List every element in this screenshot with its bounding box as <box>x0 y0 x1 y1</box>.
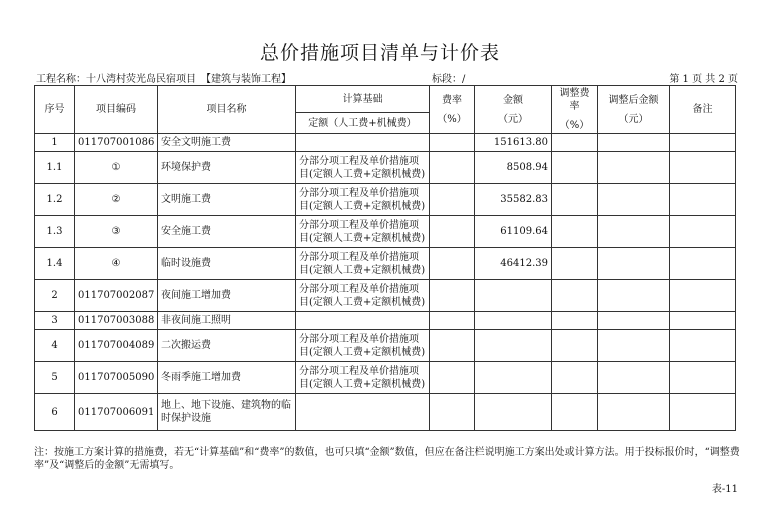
cell-adj-rate <box>552 362 598 394</box>
cell-code: 011707005090 <box>75 362 158 394</box>
cell-code: ③ <box>75 216 158 248</box>
table-row <box>35 330 736 362</box>
cell-basis <box>296 134 430 152</box>
header-rate-unit: （%） <box>437 113 467 125</box>
cell-name: 二次搬运费 <box>158 330 296 362</box>
header-amount-label: 金额 <box>503 94 523 106</box>
cell-adj-rate <box>552 312 598 330</box>
cell-code: ① <box>75 152 158 184</box>
page-title: 总价措施项目清单与计价表 <box>259 42 500 64</box>
cell-seq: 1.3 <box>35 216 75 248</box>
header-adj-rate <box>552 86 598 134</box>
cell-remark <box>670 184 736 216</box>
cell-seq: 4 <box>35 330 75 362</box>
cell-name: 文明施工费 <box>158 184 296 216</box>
cell-adj-amount <box>598 184 670 216</box>
header-rate-label: 费率 <box>442 94 462 106</box>
cell-amount: 46412.39 <box>475 248 552 280</box>
cell-amount: 8508.94 <box>475 152 552 184</box>
cell-rate <box>430 280 475 312</box>
header-remark: 备注 <box>670 86 736 134</box>
cell-name: 夜间施工增加费 <box>158 280 296 312</box>
cell-rate <box>430 248 475 280</box>
cell-remark <box>670 216 736 248</box>
cell-adj-rate <box>552 134 598 152</box>
page-indicator: 第 1 页 共 2 页 <box>669 74 738 85</box>
cell-adj-rate <box>552 248 598 280</box>
cell-adj-rate <box>552 216 598 248</box>
cell-amount <box>475 312 552 330</box>
cell-rate <box>430 330 475 362</box>
cell-code: 011707006091 <box>75 394 158 431</box>
table-row <box>35 216 736 248</box>
cell-remark <box>670 394 736 431</box>
cell-code: 011707002087 <box>75 280 158 312</box>
cell-rate <box>430 134 475 152</box>
cell-adj-amount <box>598 312 670 330</box>
cell-amount <box>475 362 552 394</box>
header-adj-amount-unit: （元） <box>618 113 649 125</box>
cell-adj-rate <box>552 280 598 312</box>
cell-name: 临时设施费 <box>158 248 296 280</box>
cell-basis: 分部分项工程及单价措施项目(定额人工费+定额机械费) <box>296 184 430 216</box>
cell-code: 011707004089 <box>75 330 158 362</box>
header-seq: 序号 <box>35 86 75 134</box>
cell-seq: 2 <box>35 280 75 312</box>
cell-remark <box>670 312 736 330</box>
cell-remark <box>670 362 736 394</box>
cell-seq: 5 <box>35 362 75 394</box>
cell-basis: 分部分项工程及单价措施项目(定额人工费+定额机械费) <box>296 152 430 184</box>
cell-name: 地上、地下设施、建筑物的临时保护设施 <box>158 394 296 431</box>
cell-remark <box>670 134 736 152</box>
table-row <box>35 394 736 431</box>
header-adj-amount-label: 调整后金额 <box>608 94 659 106</box>
cell-adj-rate <box>552 394 598 431</box>
header-adj-rate-label: 调整费率 <box>559 88 590 112</box>
cell-seq: 6 <box>35 394 75 431</box>
cell-amount <box>475 330 552 362</box>
cell-rate <box>430 362 475 394</box>
project-name: 工程名称：十八湾村荧光岛民宿项目 【建筑与装饰工程】 <box>36 74 291 85</box>
cell-basis: 分部分项工程及单价措施项目(定额人工费+定额机械费) <box>296 248 430 280</box>
cell-code: ② <box>75 184 158 216</box>
cell-remark <box>670 280 736 312</box>
table-row <box>35 152 736 184</box>
cell-amount: 61109.64 <box>475 216 552 248</box>
cell-adj-amount <box>598 152 670 184</box>
cell-adj-rate <box>552 330 598 362</box>
cell-name: 安全文明施工费 <box>158 134 296 152</box>
table-row <box>35 312 736 330</box>
cell-name: 安全施工费 <box>158 216 296 248</box>
header-adj-amount <box>598 86 670 134</box>
header-amount-unit: （元） <box>498 113 528 125</box>
cell-amount <box>475 394 552 431</box>
cell-code: 011707003088 <box>75 312 158 330</box>
header-code: 项目编码 <box>75 86 158 134</box>
cell-rate <box>430 152 475 184</box>
header-basis: 计算基础 <box>296 86 430 113</box>
cell-basis: 分部分项工程及单价措施项目(定额人工费+定额机械费) <box>296 330 430 362</box>
measures-table <box>34 85 736 431</box>
cell-adj-amount <box>598 280 670 312</box>
header-row <box>35 86 736 113</box>
header-name: 项目名称 <box>158 86 296 134</box>
cell-name: 非夜间施工照明 <box>158 312 296 330</box>
table-row <box>35 280 736 312</box>
cell-code: ④ <box>75 248 158 280</box>
cell-seq: 1.2 <box>35 184 75 216</box>
cell-amount: 151613.80 <box>475 134 552 152</box>
form-number: 表-11 <box>711 484 738 495</box>
cell-amount <box>475 280 552 312</box>
table-row <box>35 362 736 394</box>
cell-basis <box>296 394 430 431</box>
header-rate <box>430 86 475 134</box>
cell-adj-amount <box>598 394 670 431</box>
cell-remark <box>670 330 736 362</box>
section-label: 标段：/ <box>432 74 466 85</box>
cell-remark <box>670 248 736 280</box>
header-adj-rate-unit: （%） <box>559 120 590 131</box>
cell-adj-amount <box>598 330 670 362</box>
cell-adj-amount <box>598 248 670 280</box>
cell-code: 011707001086 <box>75 134 158 152</box>
footnote: 注：按施工方案计算的措施费，若无“计算基础”和“费率”的数值，也可只填“金额”数值，但应在备注栏说明施工方案出处或计算方法。用于投标报价时，“调整费率”及“调整后的金额”无需填写。 <box>34 447 740 471</box>
header-amount <box>475 86 552 134</box>
cell-rate <box>430 216 475 248</box>
table-row <box>35 248 736 280</box>
table-row <box>35 134 736 152</box>
cell-rate <box>430 394 475 431</box>
cell-name: 环境保护费 <box>158 152 296 184</box>
cell-amount: 35582.83 <box>475 184 552 216</box>
cell-name: 冬雨季施工增加费 <box>158 362 296 394</box>
cell-adj-amount <box>598 216 670 248</box>
cell-seq: 1.1 <box>35 152 75 184</box>
header-basis-sub: 定额（人工费+机械费） <box>296 113 430 134</box>
cell-remark <box>670 152 736 184</box>
cell-rate <box>430 312 475 330</box>
cell-basis: 分部分项工程及单价措施项目(定额人工费+定额机械费) <box>296 216 430 248</box>
cell-seq: 1.4 <box>35 248 75 280</box>
cell-adj-amount <box>598 134 670 152</box>
cell-basis: 分部分项工程及单价措施项目(定额人工费+定额机械费) <box>296 280 430 312</box>
table-row <box>35 184 736 216</box>
cell-adj-rate <box>552 152 598 184</box>
cell-basis: 分部分项工程及单价措施项目(定额人工费+定额机械费) <box>296 362 430 394</box>
cell-adj-rate <box>552 184 598 216</box>
cell-seq: 1 <box>35 134 75 152</box>
cell-basis <box>296 312 430 330</box>
cell-seq: 3 <box>35 312 75 330</box>
cell-rate <box>430 184 475 216</box>
cell-adj-amount <box>598 362 670 394</box>
